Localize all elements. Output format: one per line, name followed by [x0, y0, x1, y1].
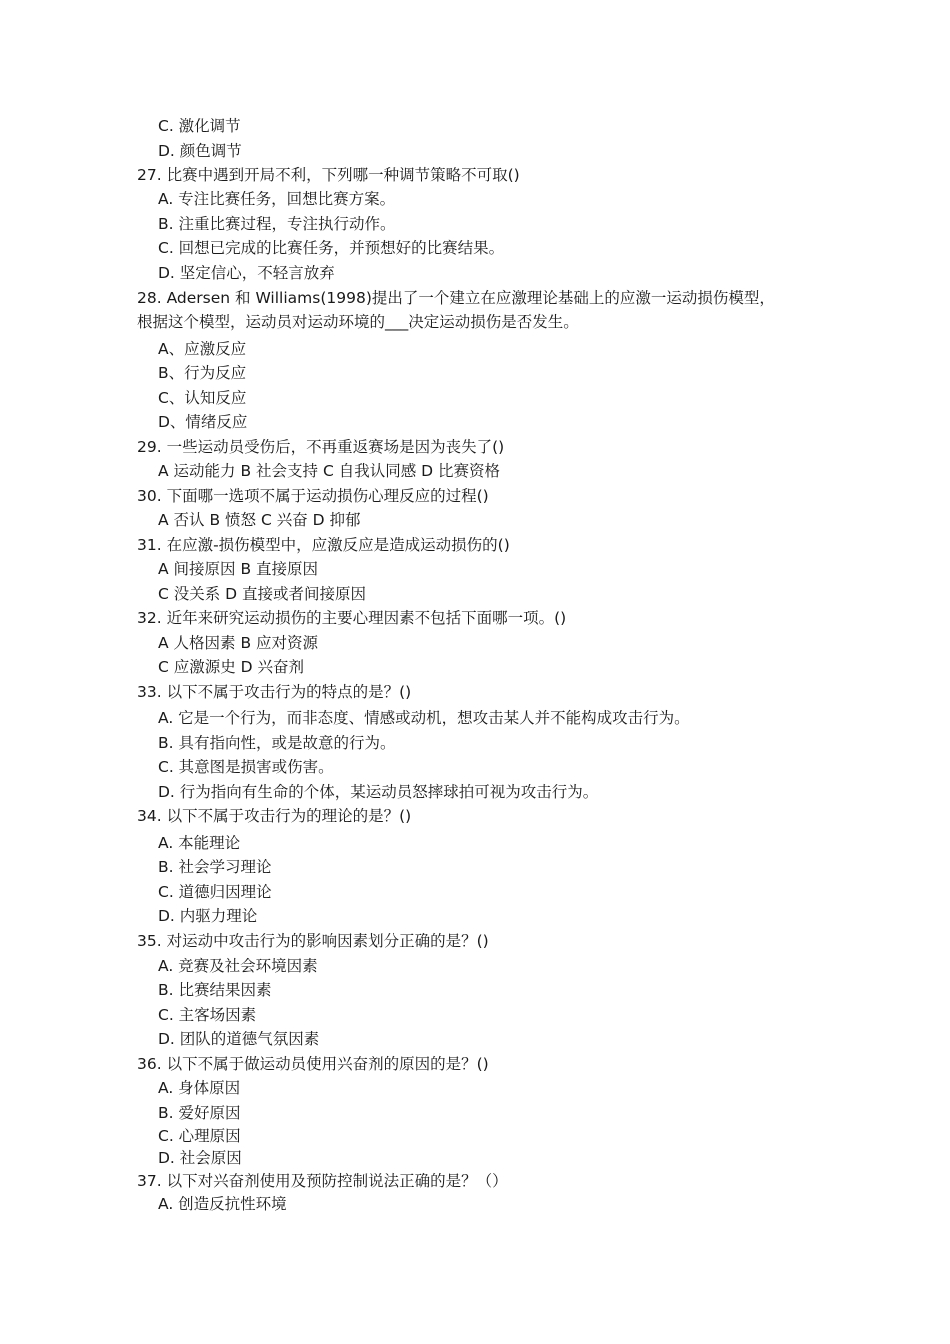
option-line: A. 身体原因	[158, 1079, 241, 1097]
option-line: A 运动能力 B 社会支持 C 自我认同感 D 比赛资格	[158, 462, 500, 480]
option-line: B. 注重比赛过程，专注执行动作。	[158, 215, 396, 233]
option-line: D. 颜色调节	[158, 142, 242, 160]
question-31: 31. 在应激-损伤模型中，应激反应是造成运动损伤的()	[137, 536, 510, 554]
question-27: 27. 比赛中遇到开局不利，下列哪一种调节策略不可取()	[137, 166, 520, 184]
option-line: A. 专注比赛任务，回想比赛方案。	[158, 190, 396, 208]
option-line: C. 其意图是损害或伤害。	[158, 758, 334, 776]
option-line: B. 社会学习理论	[158, 858, 272, 876]
option-line: A. 竞赛及社会环境因素	[158, 957, 318, 975]
option-line: A. 它是一个行为，而非态度、情感或动机，想攻击某人并不能构成攻击行为。	[158, 709, 690, 727]
option-line: C. 回想已完成的比赛任务，并预想好的比赛结果。	[158, 239, 505, 257]
option-line: B. 比赛结果因素	[158, 981, 272, 999]
option-line: D. 团队的道德气氛因素	[158, 1030, 320, 1048]
question-32: 32. 近年来研究运动损伤的主要心理因素不包括下面哪一项。()	[137, 609, 567, 627]
question-30: 30. 下面哪一选项不属于运动损伤心理反应的过程()	[137, 487, 489, 505]
option-line: B. 爱好原因	[158, 1104, 241, 1122]
question-35: 35. 对运动中攻击行为的影响因素划分正确的是？()	[137, 932, 489, 950]
option-line: B. 具有指向性，或是故意的行为。	[158, 734, 396, 752]
option-line: B、行为反应	[158, 364, 247, 382]
option-line: A、应激反应	[158, 340, 247, 358]
question-33: 33. 以下不属于攻击行为的特点的是？()	[137, 683, 412, 701]
question-29: 29. 一些运动员受伤后，不再重返赛场是因为丧失了()	[137, 438, 505, 456]
question-28-continued: 根据这个模型，运动员对运动环境的___决定运动损伤是否发生。	[137, 313, 579, 331]
option-line: C. 道德归因理论	[158, 883, 272, 901]
option-line: C、认知反应	[158, 389, 247, 407]
option-line: C. 激化调节	[158, 117, 241, 135]
question-36: 36. 以下不属于做运动员使用兴奋剂的原因的是？()	[137, 1055, 489, 1073]
option-line: D. 社会原因	[158, 1149, 242, 1167]
option-line: D. 内驱力理论	[158, 907, 258, 925]
question-34: 34. 以下不属于攻击行为的理论的是？()	[137, 807, 412, 825]
question-37: 37. 以下对兴奋剂使用及预防控制说法正确的是？（）	[137, 1172, 508, 1190]
option-line: C. 心理原因	[158, 1127, 241, 1145]
option-line: A 间接原因 B 直接原因	[158, 560, 319, 578]
option-line: A 否认 B 愤怒 C 兴奋 D 抑郁	[158, 511, 361, 529]
option-line: D. 行为指向有生命的个体，某运动员怒摔球拍可视为攻击行为。	[158, 783, 599, 801]
option-line: C. 主客场因素	[158, 1006, 257, 1024]
question-28: 28. Adersen 和 Williams(1998)提出了一个建立在应激理论基础上的应激一运动损伤模型，	[137, 289, 775, 307]
option-line: C 没关系 D 直接或者间接原因	[158, 585, 367, 603]
option-line: A. 本能理论	[158, 834, 241, 852]
option-line: A 人格因素 B 应对资源	[158, 634, 319, 652]
option-line: C 应激源史 D 兴奋剂	[158, 658, 305, 676]
option-line: A. 创造反抗性环境	[158, 1195, 287, 1213]
option-line: D. 坚定信心，不轻言放弃	[158, 264, 335, 282]
option-line: D、情绪反应	[158, 413, 248, 431]
